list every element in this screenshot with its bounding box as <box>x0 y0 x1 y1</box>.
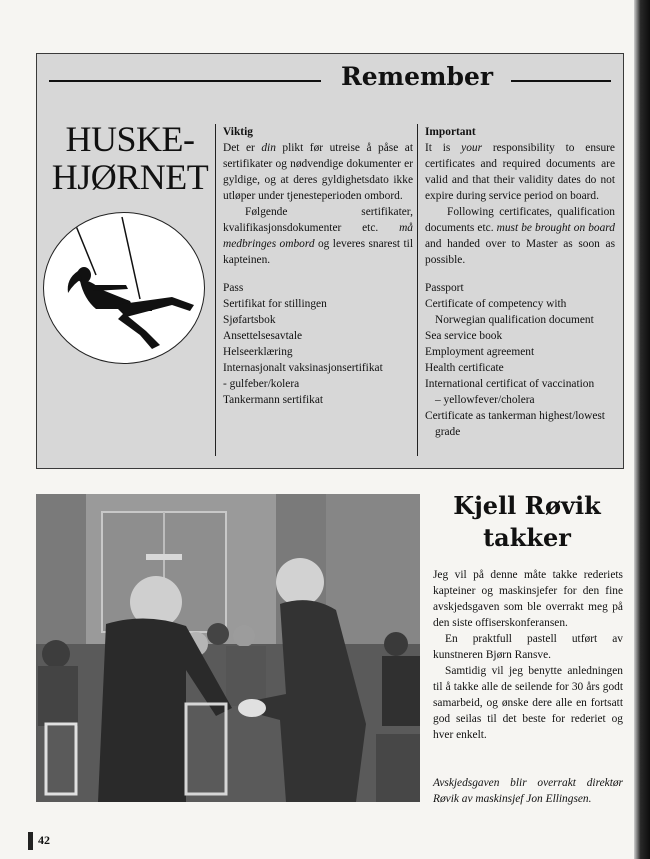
list-item: Certificate of competency with <box>425 298 567 310</box>
column-divider-left <box>215 124 216 456</box>
text-span: plikt før utreise å påse at sertifikater og nødvendige dokumenter er gyldige, og at deres gyldighetsdato ikke utløper under tjenesteperioden ombord. <box>223 142 413 202</box>
list-item: Employment agreement <box>425 346 535 358</box>
list-item: Helseerklæring <box>223 346 293 358</box>
article-paragraph: En praktfull pastell utført av kunstneren Bjørn Ransve. <box>433 633 623 661</box>
list-item: Ansettelsesavtale <box>223 330 303 342</box>
article-title <box>430 490 624 554</box>
norwegian-paragraph-2 <box>223 204 413 268</box>
article-paragraph: Jeg vil på denne måte takke rederiets kapteiner og maskinsjefer for den fine avskjedsgaven som ble overrakt meg på den siste offiserskonferansen. <box>433 569 623 629</box>
english-column <box>425 124 615 440</box>
norwegian-heading: Viktig <box>223 126 253 138</box>
text-span: and handed over to Master as soon as possible. <box>425 238 615 266</box>
list-item: Norwegian qualification document <box>435 314 594 326</box>
text-span: Following certificates, qualification documents etc. <box>425 206 615 234</box>
article-body <box>433 567 623 743</box>
list-item: International certificat of vaccination <box>425 378 595 390</box>
page-binding-edge <box>634 0 650 859</box>
norwegian-paragraph-1 <box>223 140 413 204</box>
handshake-photo <box>36 494 420 802</box>
article-paragraph: Samtidig vil jeg benytte anledningen til å takke alle de seilende for 30 års godt samarbeid, og ønske dere alle en fortsatt god seilas til det beste for rederiet og hver enkelt. <box>433 665 623 741</box>
list-item: Health certificate <box>425 362 504 374</box>
list-item: Pass <box>223 282 244 294</box>
list-item: Passport <box>425 282 464 294</box>
text-span: It is <box>425 142 462 154</box>
list-item: Sertifikat for stillingen <box>223 298 327 310</box>
norwegian-document-list <box>223 280 413 408</box>
norwegian-column <box>223 124 413 408</box>
title-rule-right <box>511 80 611 82</box>
english-paragraph-2 <box>425 204 615 268</box>
logo-line-1: HUSKE- <box>65 119 195 159</box>
list-item: grade <box>435 426 461 438</box>
emphasis-span: må medbringes ombord <box>223 222 413 250</box>
english-document-list <box>425 280 615 440</box>
remember-title: Remember <box>340 62 494 91</box>
photo-caption: Avskjedsgaven blir overrakt direktør Røvik av maskinsjef Jon Ellingsen. <box>433 777 623 805</box>
text-span: Det er <box>223 142 262 154</box>
title-rule-left <box>49 80 321 82</box>
remember-box <box>36 53 624 469</box>
emphasis-span: din <box>261 142 276 154</box>
emphasis-span: must be brought on board <box>496 222 616 234</box>
logo-line-2: HJØRNET <box>51 157 209 197</box>
page-number-marker <box>28 832 33 850</box>
huske-hjornet-logo-text <box>45 120 215 196</box>
list-item: Tankermann sertifikat <box>223 394 324 406</box>
column-divider-right <box>417 124 418 456</box>
english-paragraph-1 <box>425 140 615 204</box>
text-span: responsibility to ensure certificates and required documents are valid and that their validity dates do not expire during service period on board. <box>425 142 615 202</box>
page-number: 42 <box>38 833 50 847</box>
text-span: Følgende sertifikater, kvalifikasjonsdokumenter etc. <box>223 206 413 234</box>
list-item: Internasjonalt vaksinasjonsertifikat <box>223 362 383 374</box>
list-item: Sea service book <box>425 330 503 342</box>
list-item: - gulfeber/kolera <box>223 378 300 390</box>
emphasis-span: your <box>461 142 483 154</box>
list-item: Certificate as tankerman highest/lowest <box>425 410 605 422</box>
list-item: Sjøfartsbok <box>223 314 276 326</box>
text-span: og leveres snarest til kapteinen. <box>223 238 413 266</box>
article-title-line-1: Kjell Røvik <box>453 491 601 520</box>
article-title-line-2: takker <box>483 523 571 552</box>
english-heading: Important <box>425 126 476 138</box>
swing-silhouette-icon <box>43 212 205 364</box>
list-item: – yellowfever/cholera <box>435 394 535 406</box>
